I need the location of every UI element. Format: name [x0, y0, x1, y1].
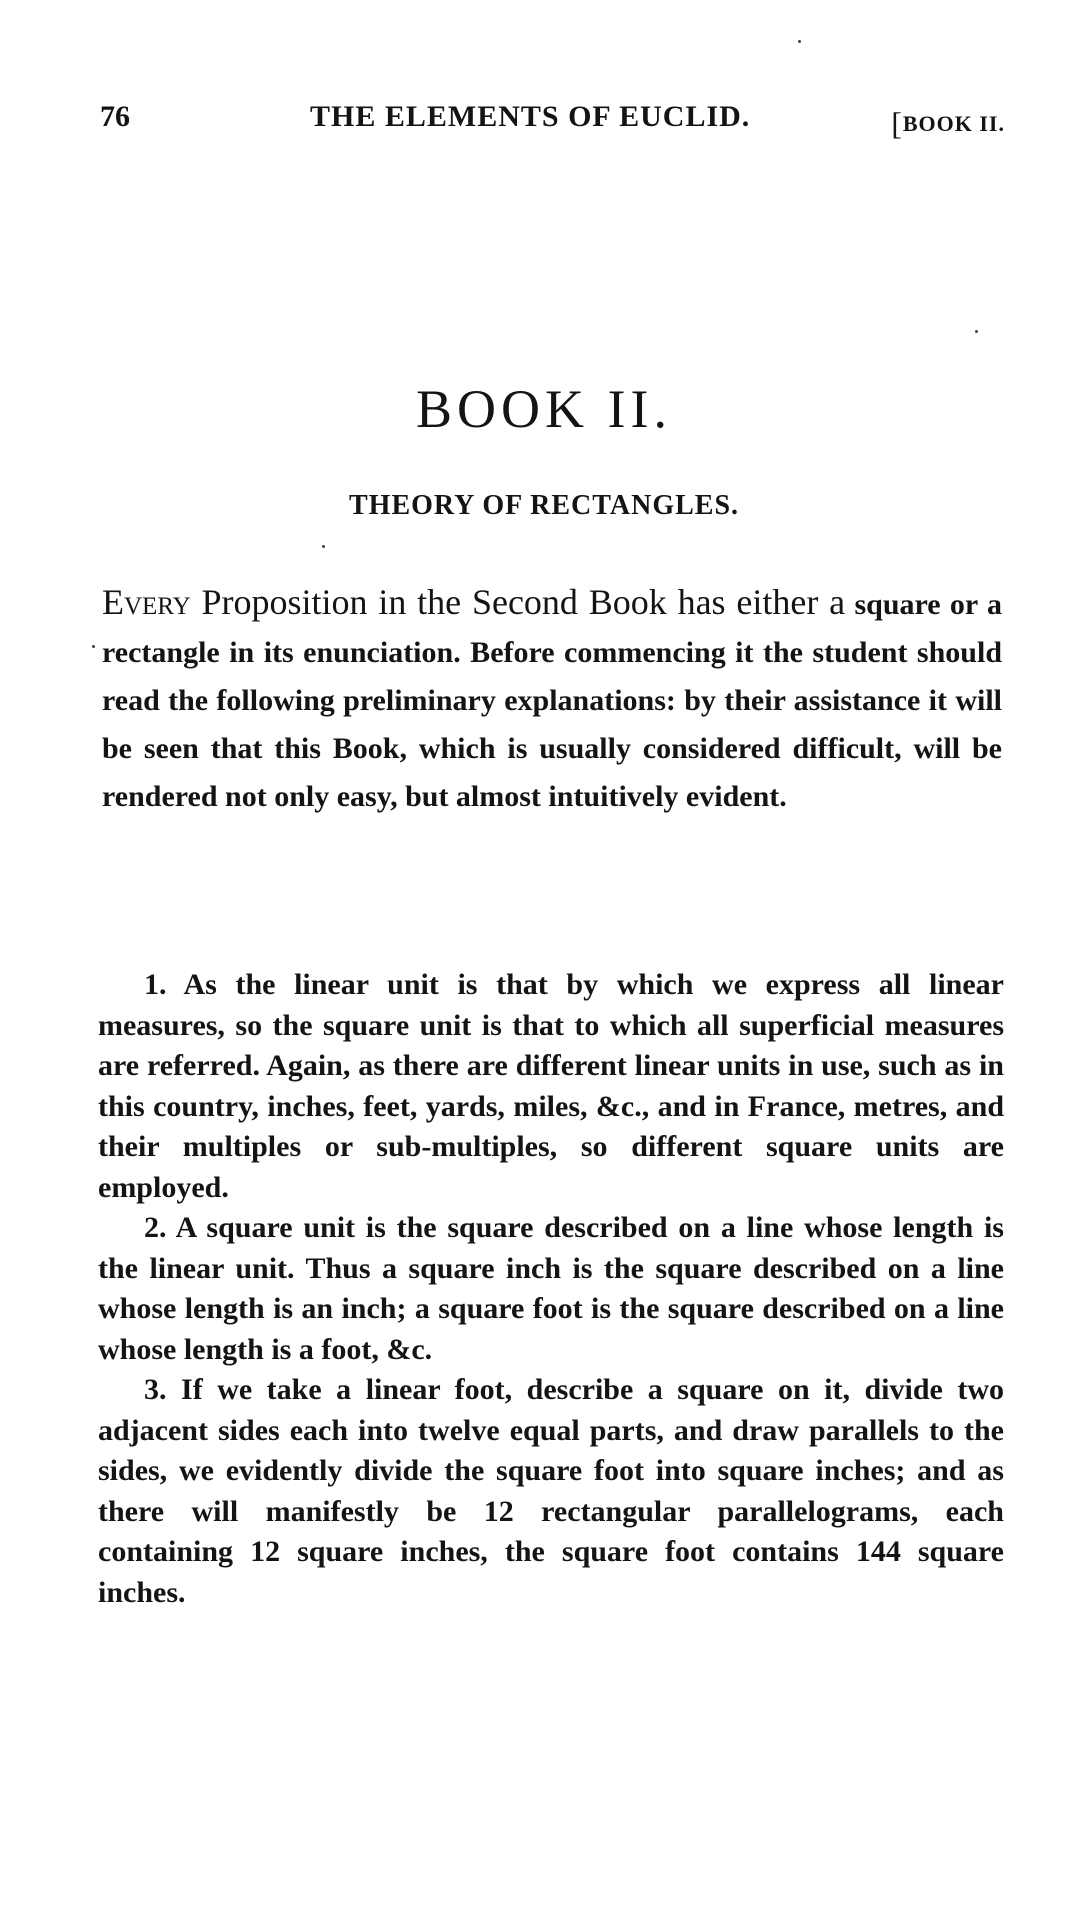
item-text: If we take a linear foot, describe a square on it, divide two adjacent sides each into twelve equal parts, and draw parallels to the sides, we evidently divide the square foot into square inches; and as there will manifestly be 12 rectangular parallelograms, each containing 12 square inches, the square foot contains 144 square inches.	[98, 1373, 1004, 1609]
book-reference-bracket: [	[891, 105, 903, 141]
item-number: 3.	[144, 1373, 167, 1406]
intro-first-line-text: Proposition in the Second Book has either a	[190, 582, 846, 622]
book-title: BOOK II.	[416, 379, 672, 439]
item-text: A square unit is the square described on a line whose length is the linear unit. Thus a square inch is the square described on a line whose length is an inch; a square foot is the square described on a line whose length is a foot, &c.	[98, 1211, 1004, 1366]
explanation-item	[98, 965, 1004, 1208]
running-title: THE ELEMENTS OF EUCLID.	[310, 100, 751, 133]
print-speck	[975, 330, 978, 333]
explanation-item	[98, 1208, 1004, 1370]
book-reference	[891, 102, 1005, 139]
print-speck	[322, 545, 325, 548]
intro-first-line	[102, 582, 845, 622]
item-text: As the linear unit is that by which we express all linear measures, so the square unit is that to which all superficial measures are referred. Again, as there are different linear units in use, such as in this country, inches, feet, yards, miles, &c., and in France, metres, and their multiples or sub-multiples, so different square units are employed.	[98, 968, 1004, 1204]
print-speck	[92, 645, 95, 648]
section-subtitle: THEORY OF RECTANGLES.	[348, 490, 740, 521]
intro-paragraph	[102, 578, 1002, 821]
explanation-item	[98, 1370, 1004, 1613]
running-head	[100, 100, 1005, 140]
book-reference-label: BOOK II.	[902, 111, 1005, 136]
intro-body-text: square or a rectangle in its enunciation. Before commencing it the student should read the following preliminary explanations: by their assistance it will be seen that this Book, which is usually considered difficult, will be rendered not only easy, but almost intuitively evident.	[102, 588, 1003, 813]
intro-lead-word: Every	[102, 582, 191, 622]
print-speck	[798, 40, 801, 43]
item-number: 1.	[144, 968, 167, 1001]
item-number: 2.	[144, 1211, 167, 1244]
page-number: 76	[100, 100, 130, 133]
numbered-explanations	[98, 965, 1004, 1613]
